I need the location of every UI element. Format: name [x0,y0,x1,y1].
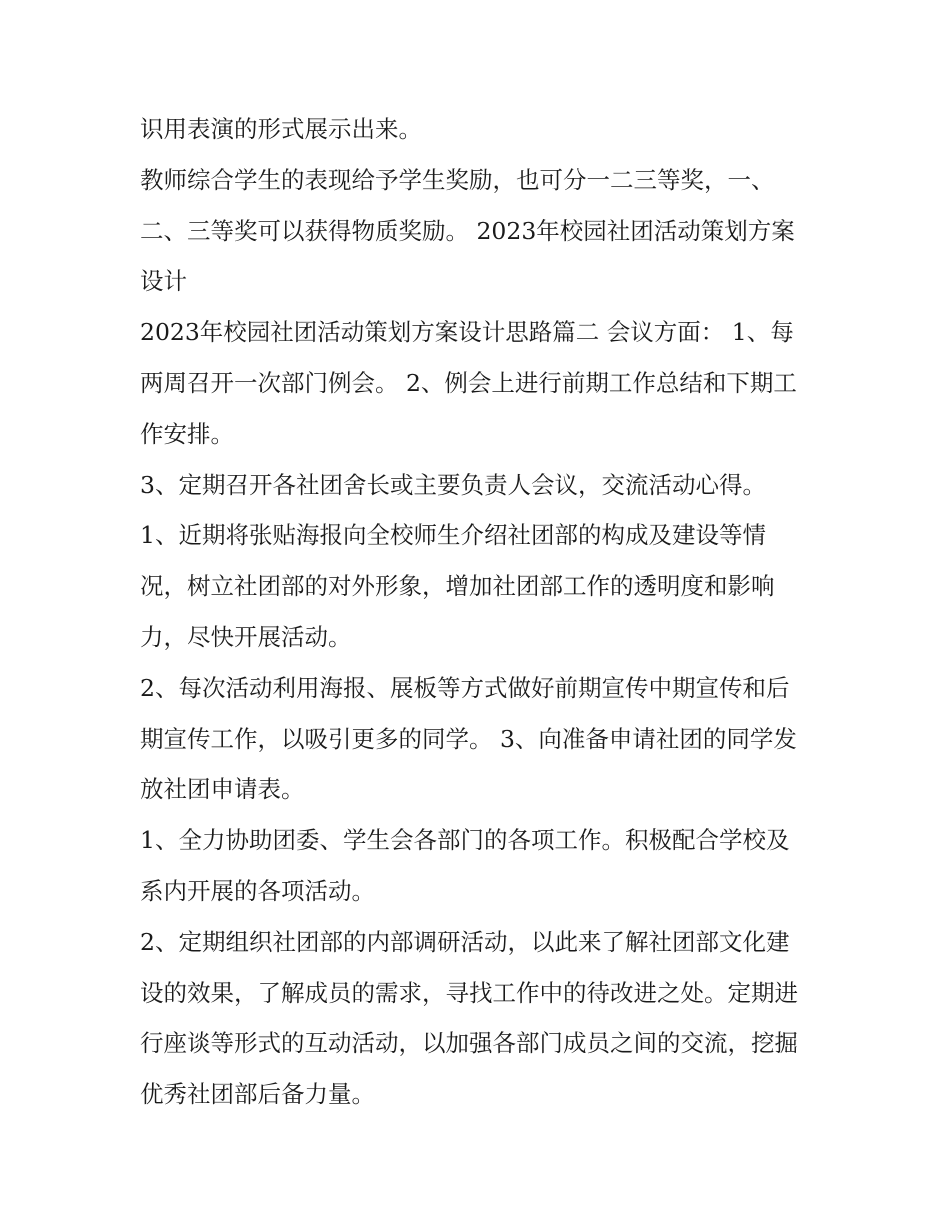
paragraph-5: 1、近期将张贴海报向全校师生介绍社团部的构成及建设等情况，树立社团部的对外形象，增加社团部工作的透明度和影响力，尽快开展活动。 [140,521,775,651]
document-body [140,104,812,1120]
paragraph-4: 3、定期召开各社团舍长或主要负责人会议，交流活动心得。 [140,470,766,499]
paragraph-2: 教师综合学生的表现给予学生奖励，也可分一二三等奖，一、二、三等奖可以获得物质奖励。 2023年校园社团活动策划方案设计 [140,165,795,296]
paragraph-6: 2、每次活动利用海报、展板等方式做好前期宣传中期宣传和后期宣传工作，以吸引更多的同学。 3、向准备申请社团的同学发放社团申请表。 [140,673,797,804]
paragraph-3: 2023年校园社团活动策划方案设计思路篇二 会议方面： 1、每两周召开一次部门例会。 2、例会上进行前期工作总结和下期工作安排。 [140,318,797,448]
paragraph-8: 2、定期组织社团部的内部调研活动，以此来了解社团部文化建设的效果，了解成员的需求，寻找工作中的待改进之处。定期进行座谈等形式的互动活动，以加强各部门成员之间的交流，挖掘优秀社团部后备力量。 [140,927,798,1109]
paragraph-1: 识用表演的形式展示出来。 [140,115,422,143]
paragraph-7: 1、全力协助团委、学生会各部门的各项工作。积极配合学校及系内开展的各项活动。 [140,826,790,905]
